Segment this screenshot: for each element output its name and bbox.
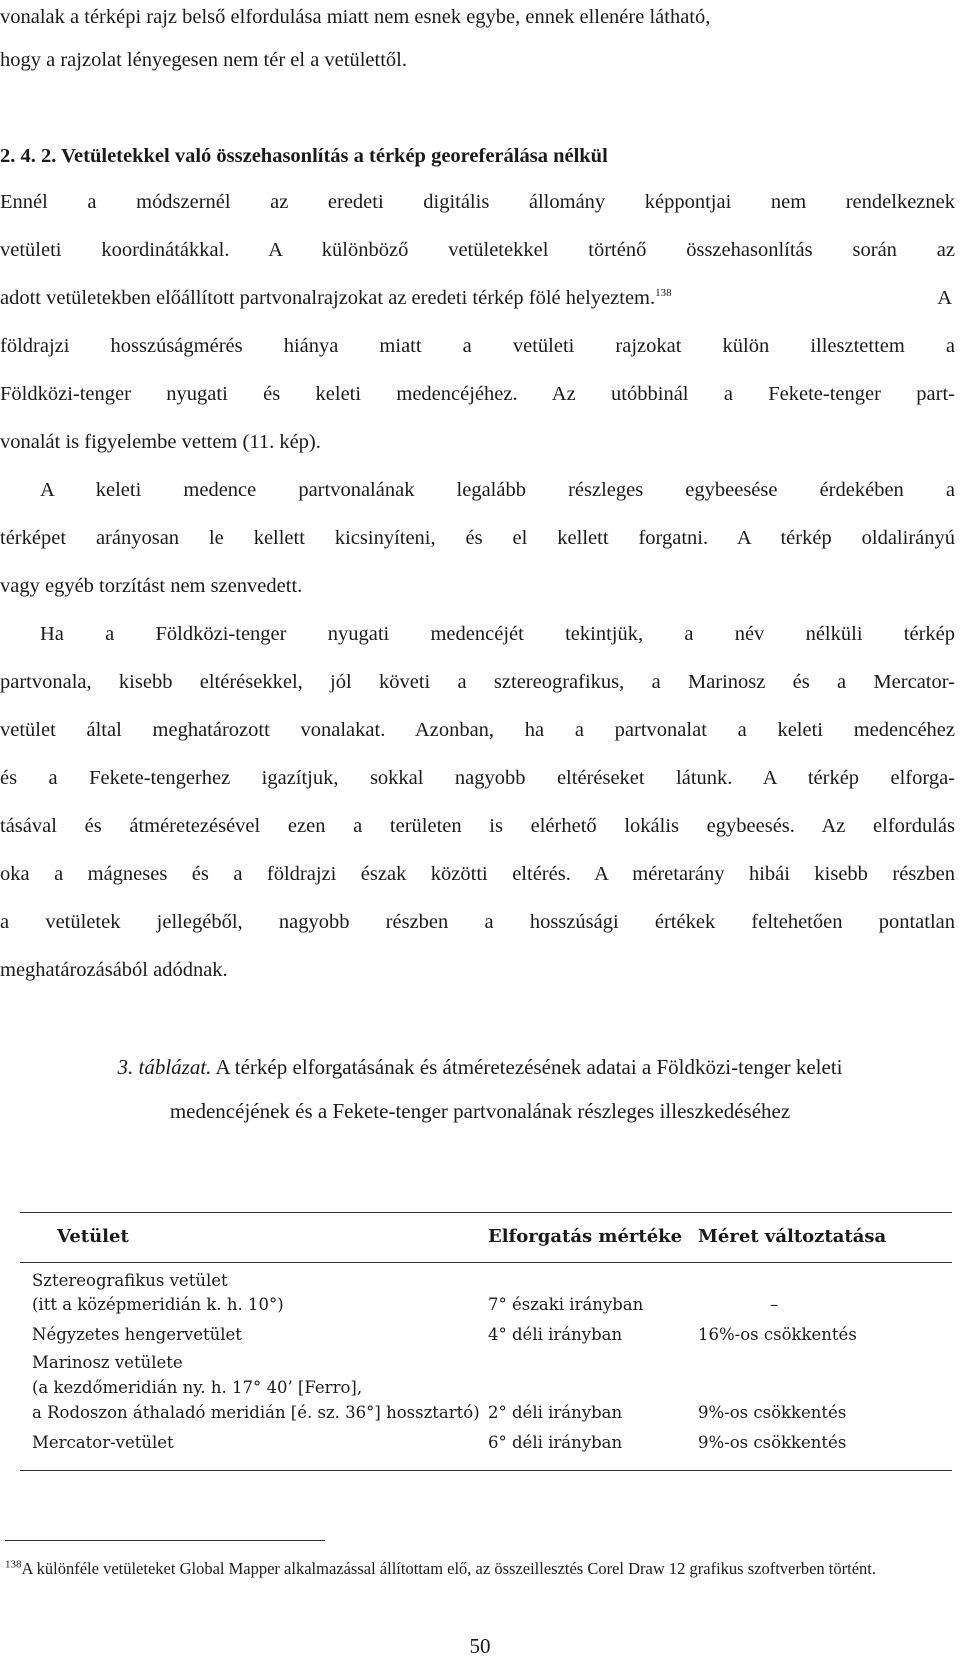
paragraph-line: Ennél a módszernél az eredeti digitális állomány képpontjai nem rendelkeznek bbox=[0, 191, 955, 213]
table-cell-rotation: 6° déli irányban bbox=[488, 1433, 623, 1452]
table-cell-size: 9%-os csökkentés bbox=[698, 1403, 847, 1422]
table-cell-projection: Mercator-vetület bbox=[32, 1433, 174, 1452]
paragraph-line: vagy egyéb torzítást nem szenvedett. bbox=[0, 575, 303, 597]
header-meret: Méret változtatása bbox=[698, 1226, 887, 1247]
footnote-number: 138 bbox=[5, 1558, 22, 1571]
table-cell-projection: (a kezdőmeridián ny. h. 17° 40’ [Ferro], bbox=[32, 1378, 363, 1397]
caption-label: 3. táblázat. bbox=[117, 1055, 212, 1079]
table-cell-projection: Sztereografikus vetület bbox=[32, 1271, 228, 1290]
body-line: hogy a rajzolat lényegesen nem tér el a vetülettől. bbox=[0, 49, 407, 71]
table-cell-projection: Négyzetes hengervetület bbox=[32, 1325, 242, 1344]
caption-text: A térkép elforgatásának és átméretezésének adatai a Földközi-tenger keleti bbox=[215, 1055, 843, 1079]
paragraph-line: tásával és átméretezésével ezen a területen is elérhető lokális egybeesés. Az elfordulás bbox=[0, 815, 955, 837]
paragraph-line: Földközi-tenger nyugati és keleti medencéjéhez. Az utóbbinál a Fekete-tenger part- bbox=[0, 383, 955, 405]
paragraph-line: Ha a Földközi-tenger nyugati medencéjét tekintjük, a név nélküli térkép bbox=[40, 623, 955, 645]
table-bottom-rule bbox=[20, 1470, 952, 1471]
footnote-separator bbox=[5, 1540, 325, 1541]
table-cell-rotation: 7° északi irányban bbox=[488, 1295, 644, 1314]
table-header-rule bbox=[20, 1262, 952, 1263]
paragraph-line: vonalát is figyelembe vettem (11. kép). bbox=[0, 431, 321, 453]
paragraph-line: adott vetületekben előállított partvonalrajzokat az eredeti térkép fölé helyeztem.$^{138}$ A bbox=[0, 287, 952, 309]
header-vetulet: Vetület bbox=[57, 1226, 129, 1247]
table-caption-line2: medencéjének és a Fekete-tenger partvonalának részleges illeszkedéséhez bbox=[169, 1099, 791, 1123]
paragraph-line: oka a mágneses és a földrajzi észak közötti eltérés. A méretarány hibái kisebb részben bbox=[0, 863, 955, 885]
paragraph-line: földrajzi hosszúságmérés hiánya miatt a vetületi rajzokat külön illesztettem a bbox=[0, 335, 955, 357]
table-top-rule bbox=[20, 1212, 952, 1213]
paragraph-line: A keleti medence partvonalának legalább részleges egybeesése érdekében a bbox=[40, 479, 955, 501]
table-cell-rotation: 4° déli irányban bbox=[488, 1325, 623, 1344]
footnote bbox=[5, 1556, 955, 1582]
table-cell-rotation: 2° déli irányban bbox=[488, 1403, 623, 1422]
paragraph-line: vetület által meghatározott vonalakat. Azonban, ha a partvonalat a keleti medencéhez bbox=[0, 719, 955, 741]
table-caption bbox=[0, 1052, 960, 1082]
table-cell-size: 16%-os csökkentés bbox=[698, 1325, 857, 1344]
table-cell-size: – bbox=[770, 1295, 779, 1314]
paragraph-line: vetületi koordinátákkal. A különböző vetületekkel történő összehasonlítás során az bbox=[0, 239, 955, 261]
paragraph-line: partvonala, kisebb eltérésekkel, jól követi a sztereografikus, a Marinosz és a Mercator- bbox=[0, 671, 955, 693]
table-cell-projection: (itt a középmeridián k. h. 10°) bbox=[32, 1295, 284, 1314]
page-number: 50 bbox=[469, 1634, 491, 1658]
paragraph-line: és a Fekete-tengerhez igazítjuk, sokkal nagyobb eltéréseket látunk. A térkép elforga- bbox=[0, 767, 955, 789]
section-heading: 2. 4. 2. Vetületekkel való összehasonlítás a térkép georeferálása nélkül bbox=[0, 145, 608, 167]
body-line: vonalak a térképi rajz belső elfordulása miatt nem esnek egybe, ennek ellenére látható, bbox=[0, 6, 711, 28]
header-elforgatas: Elforgatás mértéke bbox=[488, 1226, 683, 1247]
paragraph-line: meghatározásából adódnak. bbox=[0, 959, 228, 981]
table-cell-size: 9%-os csökkentés bbox=[698, 1433, 847, 1452]
table-cell-projection: Marinosz vetülete bbox=[32, 1353, 183, 1372]
table-cell-projection: a Rodoszon áthaladó meridián [é. sz. 36°] hossztartó) bbox=[32, 1403, 480, 1422]
paragraph-line: a vetületek jellegéből, nagyobb részben a hosszúsági értékek feltehetően pontatlan bbox=[0, 911, 955, 933]
footnote-reference[interactable]: 138 bbox=[655, 287, 672, 300]
paragraph-line: térképet arányosan le kellett kicsinyíteni, és el kellett forgatni. A térkép oldalirányú bbox=[0, 527, 955, 549]
footnote-text: A különféle vetületeket Global Mapper alkalmazással állítottam elő, az összeillesztés Corel Draw 12 grafikus szoftverben történt. bbox=[21, 1559, 877, 1578]
